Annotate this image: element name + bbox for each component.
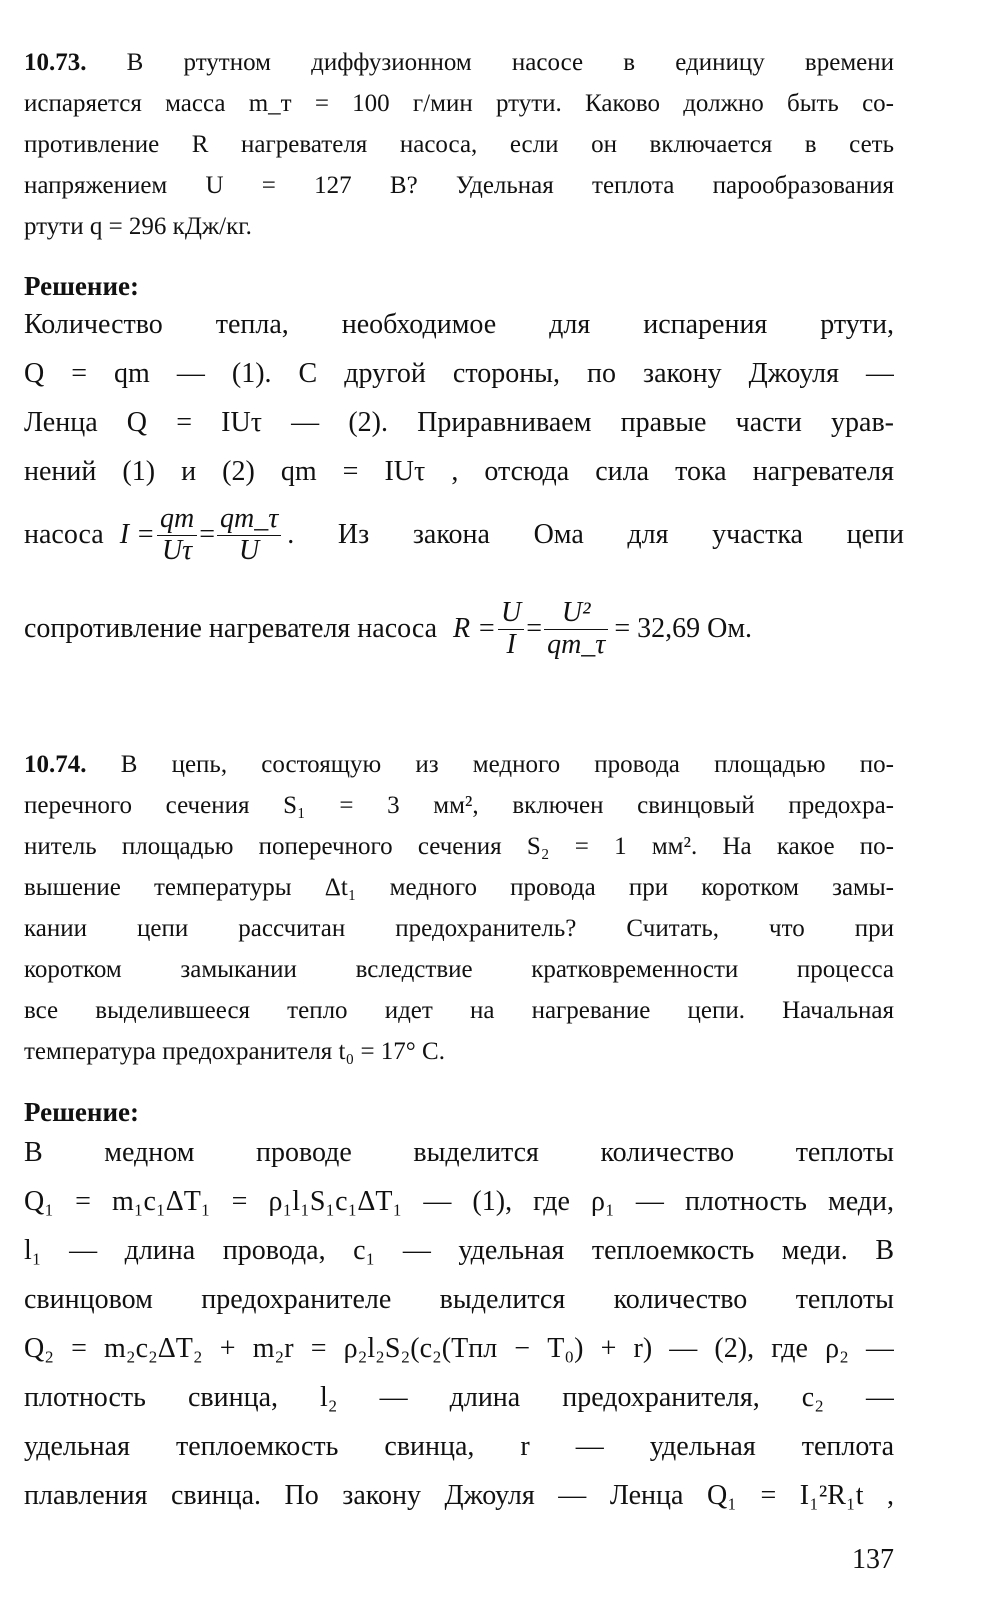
solution-heading: Решение: bbox=[24, 271, 139, 301]
problem-10-73 bbox=[24, 42, 894, 247]
solution-line: свинцовом предохранителе выделится количество теплоты bbox=[24, 1284, 894, 1315]
solution-10-74 bbox=[24, 1128, 894, 1520]
solution-line: нений (1) и (2) qm = IUτ , отсюда сила тока нагревателя bbox=[24, 456, 894, 487]
problem-line: напряжением U = 127 В? Удельная теплота парообразования bbox=[24, 172, 894, 199]
problem-number: 10.74. bbox=[24, 751, 87, 778]
solution-line: Q₂ = m₂c₂ΔT₂ + m₂r = ρ₂l₂S₂(c₂(Tпл − T₀) + r) — (2), где ρ₂ — bbox=[24, 1333, 894, 1364]
problem-line: кании цепи рассчитан предохранитель? Считать, что при bbox=[24, 915, 894, 942]
solution-line: Количество тепла, необходимое для испарения ртути, bbox=[24, 309, 894, 340]
formula-suffix: . Из закона Ома для участка цепи bbox=[287, 519, 904, 550]
problem-line: вышение температуры Δt₁ медного провода при коротком замы- bbox=[24, 874, 894, 901]
fraction-resistance-2: $\frac{\text{U²}}{qm\_\tau}$ bbox=[544, 598, 608, 661]
current-formula-line bbox=[24, 492, 904, 578]
formula-lhs: R = bbox=[453, 613, 497, 644]
solution-line: плотность свинца, l₂ — длина предохранителя, c₂ — bbox=[24, 1382, 894, 1413]
formula-result: = 32,69 Ом. bbox=[614, 613, 753, 644]
solution-line: плавления свинца. По закону Джоуля — Ленца Q₁ = I₁²R₁t , bbox=[24, 1480, 894, 1511]
problem-10-74 bbox=[24, 744, 894, 1072]
resistance-formula-line bbox=[24, 584, 904, 674]
solution-line: l₁ — длина провода, c₁ — удельная теплоемкость меди. В bbox=[24, 1235, 894, 1266]
formula-prefix: насоса bbox=[24, 519, 104, 550]
problem-line: испаряется масса m_т = 100 г/мин ртути. Каково должно быть со- bbox=[24, 90, 894, 117]
problem-line: перечного сечения S₁ = 3 мм², включен свинцовый предохра- bbox=[24, 792, 894, 819]
solution-line: Ленца Q = IUτ — (2). Приравниваем правые части урав- bbox=[24, 407, 894, 438]
solution-10-73 bbox=[24, 300, 894, 496]
problem-line: 10.74. В цепь, состоящую из медного провода площадью по- bbox=[24, 751, 894, 778]
formula-lhs: I = bbox=[119, 519, 155, 550]
problem-line: 10.73. В ртутном диффузионном насосе в единицу времени bbox=[24, 49, 894, 76]
problem-line: нитель площадью поперечного сечения S₂ = 1 мм². На какое по- bbox=[24, 833, 894, 860]
fraction-current-1: $\frac{qm}{U\tau}$ bbox=[157, 504, 197, 567]
solution-heading: Решение: bbox=[24, 1097, 139, 1127]
solution-line: Q₁ = m₁c₁ΔT₁ = ρ₁l₁S₁c₁ΔT₁ — (1), где ρ₁ — плотность меди, bbox=[24, 1186, 894, 1217]
problem-number: 10.73. bbox=[24, 49, 87, 76]
formula-equals: = bbox=[199, 519, 215, 550]
problem-line: все выделившееся тепло идет на нагревание цепи. Начальная bbox=[24, 997, 894, 1024]
problem-line: противление R нагревателя насоса, если он включается в сеть bbox=[24, 131, 894, 158]
problem-line: коротком замыкании вследствие кратковременности процесса bbox=[24, 956, 894, 983]
fraction-current-2: $\frac{qm\_\tau}{U}$ bbox=[217, 504, 281, 567]
formula-equals: = bbox=[526, 613, 543, 644]
problem-line: ртути q = 296 кДж/кг. bbox=[24, 213, 252, 240]
problem-line: температура предохранителя t₀ = 17° С. bbox=[24, 1038, 445, 1065]
solution-line: В медном проводе выделится количество теплоты bbox=[24, 1137, 894, 1168]
fraction-resistance-1: $\frac{U}{I}$ bbox=[498, 598, 524, 661]
page-number: 137 bbox=[852, 1544, 894, 1575]
solution-line: удельная теплоемкость свинца, r — удельная теплота bbox=[24, 1431, 894, 1462]
formula-prefix: сопротивление нагревателя насоса bbox=[24, 613, 438, 644]
solution-line: Q = qm — (1). С другой стороны, по закону Джоуля — bbox=[24, 358, 894, 389]
